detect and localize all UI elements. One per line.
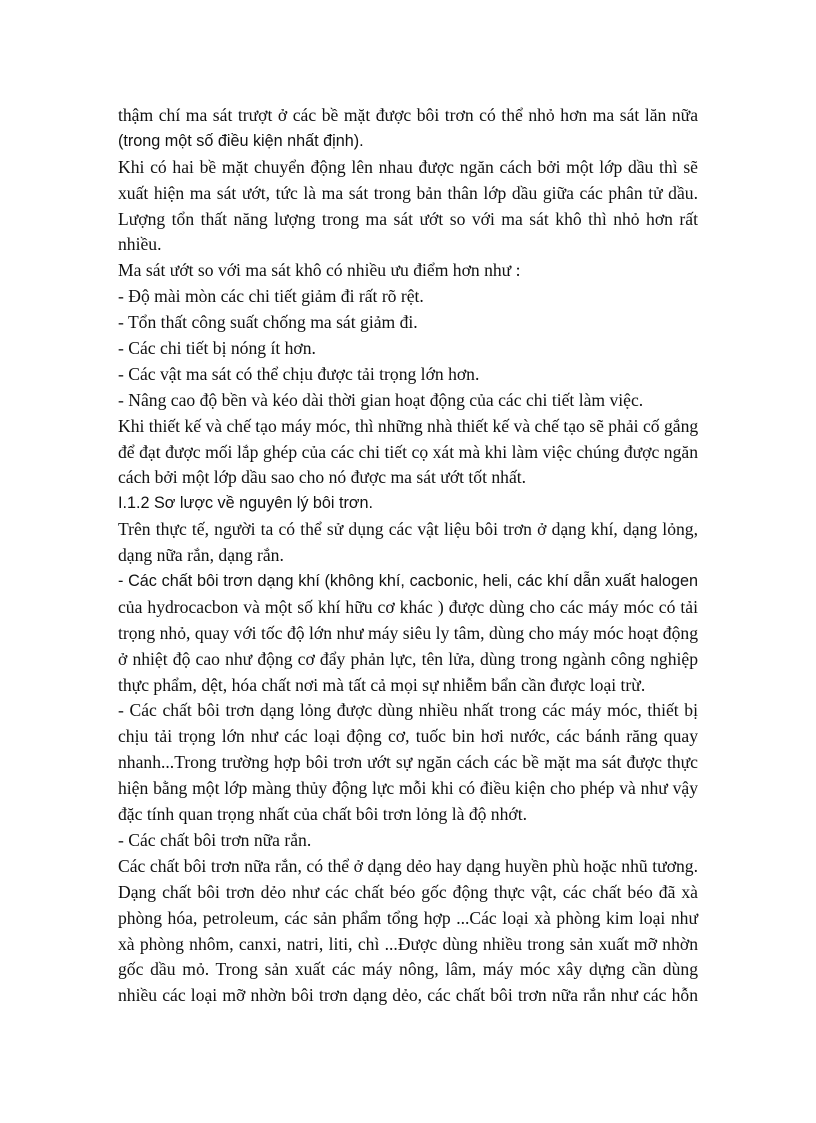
text-line: Trên thực tế, người ta có thể sử dụng các vật liệu bôi trơn ở dạng khí, dạng lỏng, — [118, 519, 698, 540]
text-line: ở nhiệt độ cao như động cơ đẩy phản lực, tên lửa, dùng trong ngành công nghiệp — [118, 648, 698, 669]
text-line: Ma sát ướt so với ma sát khô có nhiều ưu điểm hơn như : — [118, 260, 521, 281]
list-item: - Các chi tiết bị nóng ít hơn. — [118, 338, 316, 359]
document-page — [118, 103, 698, 1009]
text-line: trọng nhỏ, quay với tốc độ lớn như máy siêu ly tâm, dùng cho máy móc hoạt động — [118, 622, 698, 643]
text-line: nhanh...Trong trường hợp bôi trơn ướt sự ngăn cách các bề mặt ma sát được thực — [118, 752, 698, 773]
text-line: nhiều các loại mỡ nhờn bôi trơn dạng dẻo, các chất bôi trơn nữa rắn như các hỗn — [118, 985, 698, 1006]
list-item: - Các vật ma sát có thể chịu được tải trọng lớn hơn. — [118, 363, 480, 384]
text-line: đặc tính quan trọng nhất của chất bôi trơn lỏng là độ nhớt. — [118, 804, 527, 825]
text-line: phòng hóa, petroleum, các sản phẩm tổng hợp ...Các loại xà phòng kim loại như — [118, 907, 698, 928]
list-item: - Tổn thất công suất chống ma sát giảm đi. — [118, 312, 418, 333]
text-line: gốc dầu mỏ. Trong sản xuất các máy nông, lâm, máy móc xây dựng cần dùng — [118, 959, 698, 980]
text-line: của hydrocacbon và một số khí hữu cơ khác ) được dùng cho các máy móc có tải — [118, 596, 698, 617]
text-line: cách bởi một lớp dầu sao cho nó được ma sát ướt tốt nhất. — [118, 467, 527, 488]
text-line: chịu tải trọng lớn như các loại động cơ, tuốc bin hơi nước, các bánh răng quay — [118, 726, 698, 747]
text-line: Khi thiết kế và chế tạo máy móc, thì những nhà thiết kế và chế tạo sẽ phải cố gắng — [118, 415, 699, 436]
text-line: thực phẩm, dệt, hóa chất nơi mà tất cả mọi sự nhiễm bẩn cần được loại trừ. — [118, 674, 646, 695]
text-line: dạng nữa rắn, dạng rắn. — [118, 545, 284, 566]
text-line: (trong một số điều kiện nhất định). — [118, 131, 364, 150]
text-line: Khi có hai bề mặt chuyển động lên nhau được ngăn cách bởi một lớp dầu thì sẽ — [118, 156, 698, 177]
text-line: nhiều. — [118, 234, 162, 255]
text-line: để đạt được mối lắp ghép của các chi tiết cọ xát mà khi làm việc chúng được ngăn — [118, 441, 698, 462]
text-line: hiện bằng một lớp màng thủy động lực mỗi khi có điều kiện cho phép và như vậy — [118, 778, 698, 799]
text-line: thậm chí ma sát trượt ở các bề mặt được bôi trơn có thể nhỏ hơn ma sát lăn nữa — [118, 105, 698, 125]
text-line: - Các chất bôi trơn nữa rắn. — [118, 829, 312, 850]
text-line: xuất hiện ma sát ướt, tức là ma sát trong bản thân lớp dầu giữa các phân tử dầu. — [118, 182, 698, 203]
section-heading: I.1.2 Sơ lược về nguyên lý bôi trơn. — [118, 494, 374, 513]
list-item: - Độ mài mòn các chi tiết giảm đi rất rõ rệt. — [118, 286, 424, 307]
text-line: - Các chất bôi trơn dạng khí (không khí, cacbonic, heli, các khí dẫn xuất halogen — [118, 572, 698, 591]
text-line: Các chất bôi trơn nữa rắn, có thể ở dạng dẻo hay dạng huyền phù hoặc nhũ tương. — [118, 855, 698, 876]
text-line: xà phòng nhôm, canxi, natri, liti, chì ...Được dùng nhiều trong sản xuất mỡ nhờn — [118, 933, 698, 954]
text-line: Dạng chất bôi trơn dẻo như các chất béo gốc động thực vật, các chất béo đã xà — [118, 881, 698, 902]
text-line: Lượng tổn thất năng lượng trong ma sát ướt so với ma sát khô thì nhỏ hơn rất — [118, 208, 698, 229]
text-line: - Các chất bôi trơn dạng lỏng được dùng nhiều nhất trong các máy móc, thiết bị — [118, 700, 698, 721]
list-item: - Nâng cao độ bền và kéo dài thời gian hoạt động của các chi tiết làm việc. — [118, 389, 644, 410]
